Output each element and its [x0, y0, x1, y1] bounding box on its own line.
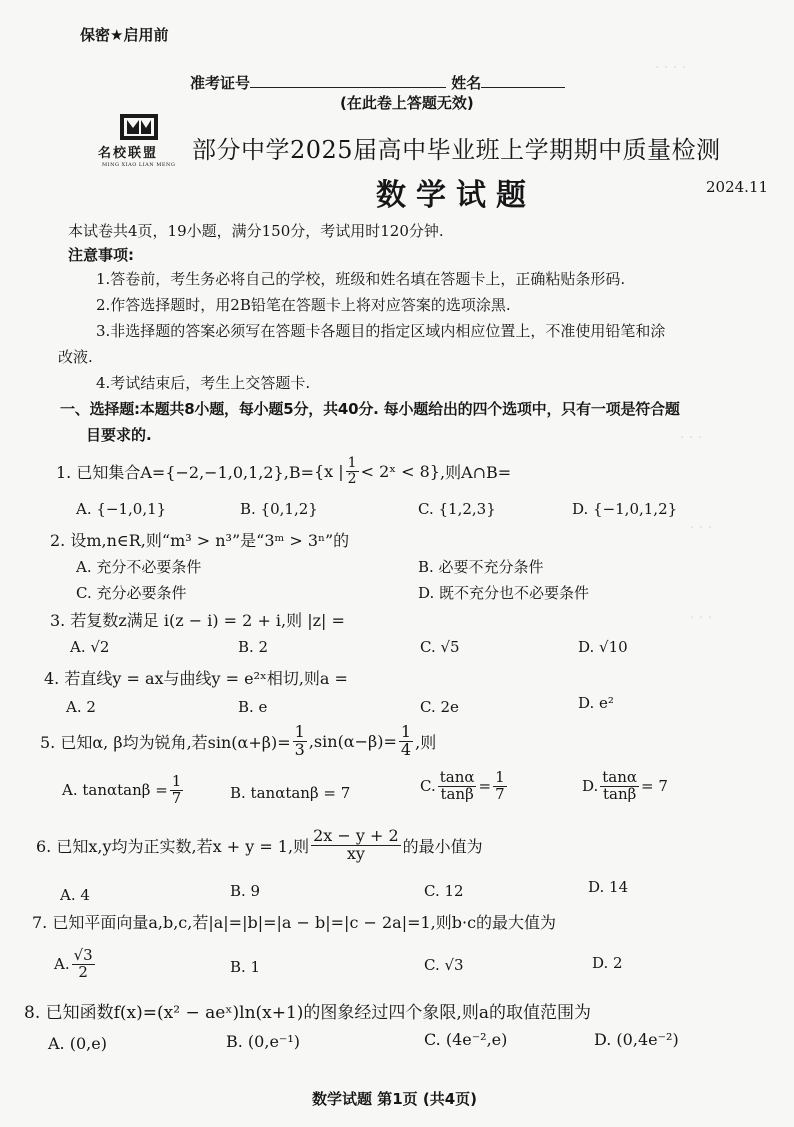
- q6-option-c[interactable]: C. 12: [424, 882, 464, 900]
- section-heading: 一、选择题:本题共8小题，每小题5分，共40分. 每小题给出的四个选项中，只有一项是符合题: [60, 400, 680, 418]
- q3-option-d[interactable]: D. √10: [578, 638, 628, 656]
- q8-option-d[interactable]: D. (0,4e⁻²): [594, 1030, 679, 1049]
- section-heading-cont: 目要求的.: [86, 426, 152, 444]
- q6-text: 6. 已知x,y均为正实数,若x + y = 1,则: [36, 836, 310, 856]
- q2-option-b[interactable]: B. 必要不充分条件: [418, 558, 544, 576]
- q1-option-d[interactable]: D. {−1,0,1,2}: [572, 500, 678, 518]
- question-7: 7. 已知平面向量a,b,c,若|a|=|b|=|a − b|=|c − 2a|=1,则b·c的最大值为: [32, 913, 557, 932]
- exam-id-field[interactable]: [250, 73, 446, 88]
- note-item: 1.答卷前，考生务必将自己的学校，班级和姓名填在答题卡上，正确粘贴条形码.: [96, 270, 626, 288]
- notes-heading: 注意事项:: [68, 246, 134, 264]
- question-6: [36, 828, 483, 863]
- name-field[interactable]: [481, 73, 565, 88]
- logo-text: 名校联盟: [98, 146, 159, 161]
- q1-option-a[interactable]: A. {−1,0,1}: [76, 500, 167, 518]
- q1-inequality: < 2ˣ < 8}: [360, 461, 440, 481]
- q1-option-c[interactable]: C. {1,2,3}: [418, 500, 496, 518]
- q3-option-c[interactable]: C. √5: [420, 638, 460, 656]
- page-footer: 数学试题 第1页 (共4页): [312, 1090, 478, 1108]
- exam-id-row: [190, 72, 565, 93]
- q8-option-b[interactable]: B. (0,e⁻¹): [226, 1032, 301, 1051]
- q1-option-b[interactable]: B. {0,1,2}: [240, 500, 318, 518]
- q1-set-open: {x |: [313, 461, 344, 481]
- q5-tail: ,则: [415, 732, 437, 752]
- intro-text: 本试卷共4页，19小题，满分150分，考试用时120分钟.: [68, 222, 444, 240]
- q5-mid: ,sin(α−β)=: [308, 731, 397, 751]
- q1-text: 1. 已知集合A={−2,−1,0,1,2},B=: [56, 462, 314, 482]
- exam-title: 部分中学2025届高中毕业班上学期期中质量检测: [192, 136, 721, 164]
- q7-option-b[interactable]: B. 1: [230, 958, 261, 976]
- q5-option-a[interactable]: A. tanαtanβ = $\frac{1}{7}$: [62, 772, 182, 807]
- q6-option-d[interactable]: D. 14: [588, 878, 629, 896]
- subject-title: 数学试题: [376, 178, 536, 213]
- logo-subtext: MING XIAO LIAN MENG: [102, 162, 176, 168]
- name-label: 姓名: [451, 74, 482, 92]
- q5-text: 5. 已知α, β均为锐角,若sin(α+β)=: [40, 732, 291, 752]
- confidential-label: 保密★启用前: [80, 26, 169, 44]
- q7-option-c[interactable]: C. √3: [424, 956, 464, 974]
- q3-option-b[interactable]: B. 2: [238, 638, 269, 656]
- q8-option-a[interactable]: A. (0,e): [48, 1034, 107, 1053]
- question-4: 4. 若直线y = ax与曲线y = e²ˣ相切,则a =: [44, 669, 348, 688]
- q3-option-a[interactable]: A. √2: [70, 638, 110, 656]
- question-2: 2. 设m,n∈R,则“m³ > n³”是“3ᵐ > 3ⁿ”的: [50, 531, 350, 550]
- note-item: 3.非选择题的答案必须写在答题卡各题目的指定区域内相应位置上，不准使用铅笔和涂: [96, 322, 666, 340]
- note-item: 4.考试结束后，考生上交答题卡.: [96, 374, 311, 392]
- q4-option-b[interactable]: B. e: [238, 698, 268, 716]
- question-1: [56, 456, 511, 486]
- note-item: 改液.: [58, 348, 93, 366]
- q6-option-a[interactable]: A. 4: [60, 886, 90, 904]
- q2-option-a[interactable]: A. 充分不必要条件: [76, 558, 202, 576]
- q5-option-b[interactable]: B. tanαtanβ = 7: [230, 784, 351, 802]
- q6-tail: 的最小值为: [402, 836, 483, 856]
- q5-fraction-1: $\frac{1}{3}$: [294, 722, 305, 759]
- question-8: 8. 已知函数f(x)=(x² − aeˣ)ln(x+1)的图象经过四个象限,则a的取值范围为: [24, 1003, 591, 1023]
- q1-tail: ,则A∩B=: [439, 462, 512, 482]
- q6-option-b[interactable]: B. 9: [230, 882, 261, 900]
- exam-date: 2024.11: [706, 178, 769, 196]
- q7-option-d[interactable]: D. 2: [592, 954, 623, 972]
- q5-option-d[interactable]: D. $\frac{\tan\alpha}{\tan\beta}$ = 7: [582, 768, 668, 803]
- q4-option-c[interactable]: C. 2e: [420, 698, 459, 716]
- question-5: [40, 724, 436, 759]
- q2-option-c[interactable]: C. 充分必要条件: [76, 584, 187, 602]
- q6-fraction: $\frac{2x - y + 2}{xy}$: [313, 826, 399, 863]
- q2-option-d[interactable]: D. 既不充分也不必要条件: [418, 584, 590, 602]
- exam-id-label: 准考证号: [190, 74, 251, 92]
- note-item: 2.作答选择题时，用2B铅笔在答题卡上将对应答案的选项涂黑.: [96, 296, 511, 314]
- question-3: 3. 若复数z满足 i(z − i) = 2 + i,则 |z| =: [50, 611, 345, 630]
- q5-option-c[interactable]: C. $\frac{\tan\alpha}{\tan\beta}$ = $\frac{1}{7}$: [420, 768, 505, 803]
- logo: [98, 112, 176, 178]
- invalid-note: (在此卷上答题无效): [340, 94, 474, 112]
- q4-option-a[interactable]: A. 2: [66, 698, 96, 716]
- q8-option-c[interactable]: C. (4e⁻²,e): [424, 1030, 508, 1049]
- q4-option-d[interactable]: D. e²: [578, 694, 614, 712]
- q7-option-a[interactable]: A. $\frac{√3}{2}$: [54, 946, 93, 981]
- q1-fraction: $\frac{1}{2}$: [347, 455, 357, 487]
- q5-fraction-2: $\frac{1}{4}$: [400, 722, 412, 759]
